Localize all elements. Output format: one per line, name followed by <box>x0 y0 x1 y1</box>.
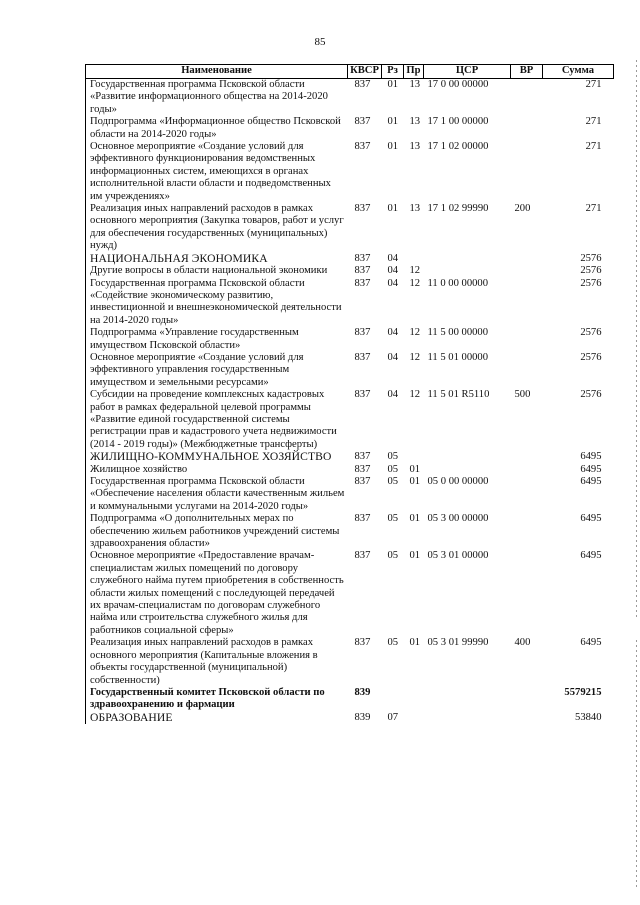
row-csr: 11 0 00 00000 <box>427 277 489 289</box>
row-rz: 01 <box>387 203 399 215</box>
row-vr: 400 <box>514 637 531 649</box>
row-rz: 01 <box>387 141 399 153</box>
row-csr <box>424 464 511 476</box>
row-vr <box>511 476 543 513</box>
row-rz: 04 <box>387 265 399 277</box>
row-name: Государственная программа Псковской области «Обеспечение населения области качественным жильем и коммунальными услугами на 2014-2020 годы» <box>86 476 348 513</box>
row-csr <box>424 712 511 724</box>
row-rz <box>382 687 404 712</box>
table-row <box>86 141 614 203</box>
row-name: НАЦИОНАЛЬНАЯ ЭКОНОМИКА <box>86 253 348 265</box>
table-row <box>86 352 614 389</box>
row-name: ОБРАЗОВАНИЕ <box>86 712 348 724</box>
header-row <box>86 65 614 79</box>
row-name: Реализация иных направлений расходов в рамках основного мероприятия (Капитальные вложения в объекты государственной (муниципальной) собственности) <box>86 637 348 687</box>
row-name: Подпрограмма «Информационное общество Псковской области на 2014-2020 годы» <box>86 116 348 141</box>
row-csr <box>424 451 511 463</box>
row-rz: 07 <box>387 711 399 723</box>
row-name: Государственная программа Псковской области «Развитие информационного общества на 2014-2020 годы» <box>86 79 348 117</box>
row-sum: 2576 <box>580 389 602 401</box>
row-sum: 2576 <box>580 351 602 363</box>
table-row <box>86 79 614 117</box>
table-row <box>86 327 614 352</box>
row-csr: 05 3 01 00000 <box>427 550 489 562</box>
row-sum: 2576 <box>580 265 602 277</box>
row-sum: 271 <box>585 141 602 153</box>
table-row <box>86 451 614 463</box>
row-csr: 17 1 02 00000 <box>427 141 489 153</box>
row-sum: 6495 <box>580 637 602 649</box>
row-kvsr: 839 <box>354 686 371 698</box>
header-kvsr: КВСР <box>348 65 382 79</box>
row-pr: 13 <box>409 203 421 215</box>
row-kvsr: 837 <box>354 252 371 264</box>
row-vr <box>511 79 543 117</box>
row-pr: 13 <box>409 116 421 128</box>
row-rz: 05 <box>387 637 399 649</box>
row-sum: 6495 <box>580 513 602 525</box>
row-vr <box>511 513 543 550</box>
row-csr <box>424 687 511 712</box>
row-rz: 04 <box>387 252 399 264</box>
row-kvsr: 837 <box>354 476 371 487</box>
row-kvsr: 837 <box>354 463 371 475</box>
header-csr: ЦСР <box>424 65 511 79</box>
scan-edge-mark <box>636 60 637 620</box>
row-pr: 01 <box>409 513 421 525</box>
table-row <box>86 278 614 328</box>
row-sum: 2576 <box>580 277 602 289</box>
row-sum: 2576 <box>580 327 602 339</box>
table-row <box>86 203 614 253</box>
row-rz: 05 <box>387 463 399 475</box>
row-rz: 04 <box>387 277 399 289</box>
row-sum: 271 <box>585 79 602 90</box>
row-name: Подпрограмма «О дополнительных мерах по обеспечению жильем работников учреждений системы здравоохранения области» <box>86 513 348 550</box>
row-name: Другие вопросы в области национальной экономики <box>86 265 348 277</box>
table-row <box>86 513 614 550</box>
row-sum: 6495 <box>580 451 602 463</box>
header-pr: Пр <box>404 65 424 79</box>
row-pr: 12 <box>409 327 421 339</box>
row-csr: 17 0 00 00000 <box>427 79 489 90</box>
row-sum: 6495 <box>580 476 602 487</box>
header-rz: Рз <box>382 65 404 79</box>
table-row <box>86 464 614 476</box>
row-pr: 12 <box>409 389 421 401</box>
row-pr: 01 <box>409 463 421 475</box>
row-name: Государственная программа Псковской области «Содействие экономическому развитию, инвестиционной и внешнеэкономической деятельности на 2014-2020 годы» <box>86 278 348 328</box>
row-kvsr: 837 <box>354 277 371 289</box>
row-csr: 05 3 01 99990 <box>427 637 489 649</box>
row-rz: 05 <box>387 513 399 525</box>
budget-table <box>85 64 614 724</box>
row-rz: 05 <box>387 476 399 487</box>
table-row <box>86 637 614 687</box>
row-pr: 12 <box>409 265 421 277</box>
row-pr: 13 <box>409 141 421 153</box>
row-rz: 04 <box>387 389 399 401</box>
row-kvsr: 837 <box>354 351 371 363</box>
row-sum: 6495 <box>580 463 602 475</box>
row-rz: 05 <box>387 451 399 463</box>
row-csr: 05 0 00 00000 <box>427 476 489 487</box>
row-vr <box>511 327 543 352</box>
table-row <box>86 550 614 637</box>
table-header <box>86 65 614 79</box>
row-sum: 271 <box>585 116 602 128</box>
row-pr: 01 <box>409 637 421 649</box>
row-name: ЖИЛИЩНО-КОММУНАЛЬНОЕ ХОЗЯЙСТВО <box>86 451 348 463</box>
table-row <box>86 253 614 265</box>
row-vr <box>511 464 543 476</box>
row-csr: 11 5 00 00000 <box>427 327 489 339</box>
row-pr <box>404 712 424 724</box>
table-row <box>86 687 614 712</box>
table-body <box>86 79 614 725</box>
header-name: Наименование <box>86 65 348 79</box>
row-pr: 01 <box>409 550 421 562</box>
row-name: Подпрограмма «Управление государственным имуществом Псковской области» <box>86 327 348 352</box>
row-rz: 01 <box>387 79 399 90</box>
row-sum: 53840 <box>575 711 602 723</box>
row-kvsr: 837 <box>354 79 371 90</box>
scan-edge-mark <box>636 640 637 890</box>
table-row <box>86 116 614 141</box>
row-kvsr: 837 <box>354 550 371 562</box>
row-csr <box>424 253 511 265</box>
row-name: Реализация иных направлений расходов в рамках основного мероприятия (Закупка товаров, работ и услуг для обеспечения государственных (муниципальных) нужд) <box>86 203 348 253</box>
row-csr: 17 1 00 00000 <box>427 116 489 128</box>
row-kvsr: 837 <box>354 451 371 463</box>
row-kvsr: 839 <box>354 711 371 723</box>
row-kvsr: 837 <box>354 389 371 401</box>
row-vr: 200 <box>514 203 531 215</box>
row-vr <box>511 116 543 141</box>
row-pr: 13 <box>409 79 421 90</box>
row-pr: 01 <box>409 476 421 487</box>
table-row <box>86 265 614 277</box>
row-pr <box>404 451 424 463</box>
row-name: Жилищное хозяйство <box>86 464 348 476</box>
row-pr <box>404 687 424 712</box>
header-sum: Сумма <box>543 65 614 79</box>
row-pr: 12 <box>409 277 421 289</box>
row-kvsr: 837 <box>354 637 371 649</box>
row-kvsr: 837 <box>354 116 371 128</box>
row-rz: 01 <box>387 116 399 128</box>
table-row <box>86 476 614 513</box>
row-name: Основное мероприятие «Создание условий для эффективного управления государственным имуществом и земельными ресурсами» <box>86 352 348 389</box>
row-vr <box>511 253 543 265</box>
row-kvsr: 837 <box>354 203 371 215</box>
row-csr: 11 5 01 R5110 <box>427 389 490 401</box>
row-vr <box>511 278 543 328</box>
row-kvsr: 837 <box>354 265 371 277</box>
row-pr: 12 <box>409 351 421 363</box>
row-vr <box>511 265 543 277</box>
row-vr: 500 <box>514 389 531 401</box>
page-number: 85 <box>314 36 326 48</box>
row-kvsr: 837 <box>354 327 371 339</box>
row-vr <box>511 141 543 203</box>
row-vr <box>511 550 543 637</box>
header-vr: ВР <box>511 65 543 79</box>
row-kvsr: 837 <box>354 513 371 525</box>
row-name: Основное мероприятие «Предоставление врачам-специалистам жилых помещений по договору служебного найма путем приобретения в собственность области жилых помещений с последующей передачей их врачам-специалистам по договорам служебного найма или строительства служебного жилья для работников социальной сферы» <box>86 550 348 637</box>
row-csr: 17 1 02 99990 <box>427 203 489 215</box>
row-sum: 271 <box>585 203 602 215</box>
row-rz: 04 <box>387 327 399 339</box>
row-vr <box>511 451 543 463</box>
row-vr <box>511 687 543 712</box>
table-row <box>86 389 614 451</box>
row-csr <box>424 265 511 277</box>
row-name: Основное мероприятие «Создание условий для эффективного функционирования ведомственных информационных систем, имеющихся в органах исполнительной власти области и подведомственных им учреждениях» <box>86 141 348 203</box>
row-sum: 6495 <box>580 550 602 562</box>
row-csr: 05 3 00 00000 <box>427 513 489 525</box>
row-rz: 04 <box>387 351 399 363</box>
table-row <box>86 712 614 724</box>
row-name: Субсидии на проведение комплексных кадастровых работ в рамках федеральной целевой программы «Развитие единой государственной системы регистрации прав и кадастрового учета недвижимости (2014 - 2019 годы)» (Межбюджетные трансферты) <box>86 389 348 451</box>
row-vr <box>511 712 543 724</box>
row-kvsr: 837 <box>354 141 371 153</box>
row-csr: 11 5 01 00000 <box>427 351 489 363</box>
budget-table-container <box>85 64 613 724</box>
row-pr <box>404 253 424 265</box>
row-sum: 2576 <box>580 252 602 264</box>
row-vr <box>511 352 543 389</box>
row-rz: 05 <box>387 550 399 562</box>
row-sum: 5579215 <box>564 686 602 698</box>
row-name: Государственный комитет Псковской области по здравоохранению и фармации <box>86 687 348 712</box>
